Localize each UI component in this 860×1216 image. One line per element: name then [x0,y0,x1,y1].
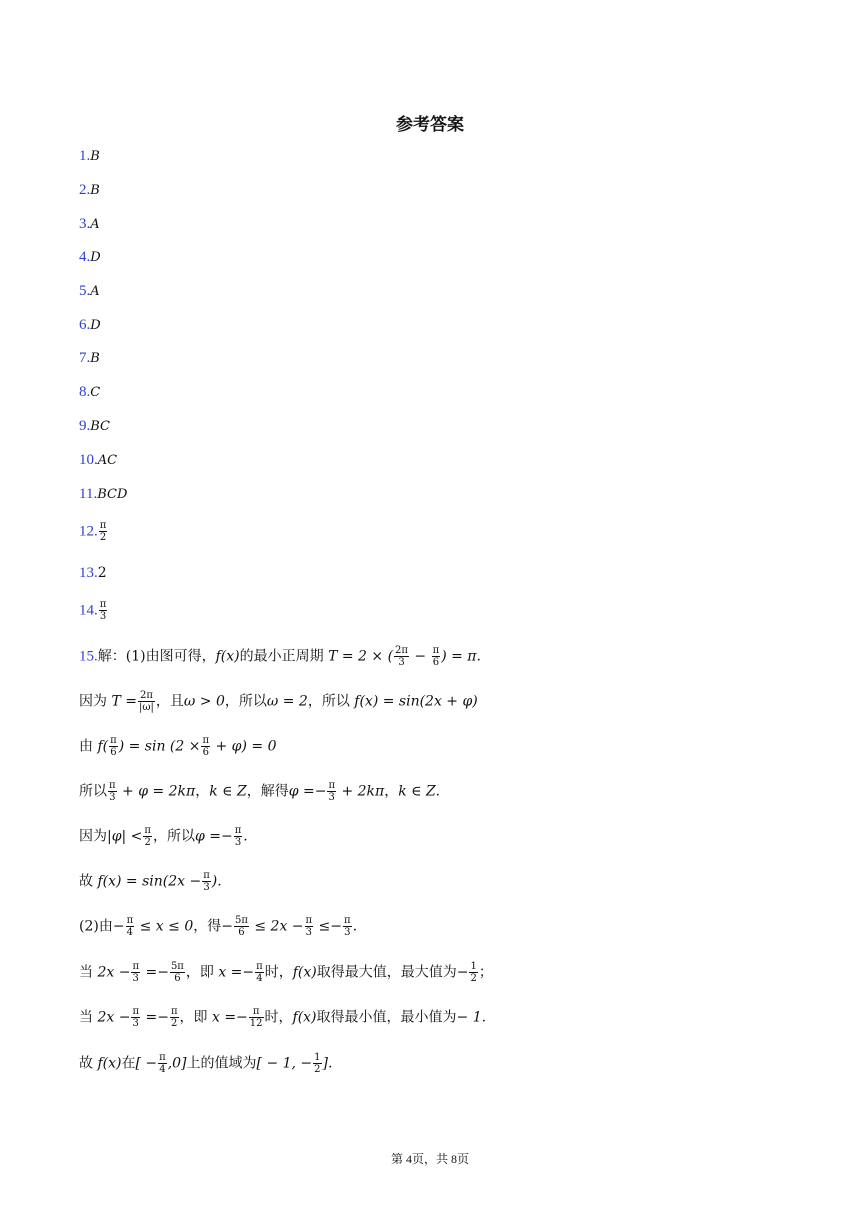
denominator: |ω| [138,702,154,713]
text: 当 [79,1009,98,1026]
math: φ =− [288,783,327,800]
numerator: π [132,1006,140,1017]
answer-line-4 [79,247,101,268]
question-number: 3. [79,216,91,232]
math: − [409,648,431,665]
math: f(x) [215,648,240,665]
math: f(x) = sin(2x − [97,873,202,890]
math: − 1. [456,1009,487,1026]
math: − [456,964,469,981]
fraction [234,825,243,848]
math: T = 2 × ( [328,648,394,665]
fraction [469,961,477,984]
denominator: 6 [238,927,245,938]
denominator: 3 [99,611,107,622]
answer-line-14 [79,599,108,622]
fraction [158,1052,167,1075]
denominator: 3 [132,1018,139,1029]
math: ≤ 2x − [249,918,304,935]
answer-line-10 [79,450,117,471]
math: ) = sin (2 × [118,738,201,755]
denominator: 6 [110,747,117,758]
solution-line-9 [79,1006,486,1029]
answer-value: D [90,318,101,333]
denominator: 6 [432,657,440,668]
math: f( [97,738,109,755]
text: 的最小正周期 [239,648,329,665]
math: x =− [218,964,255,981]
answer-value: 2 [97,565,107,581]
text: 解：(1)由图可得， [97,648,216,665]
math: . [243,828,248,845]
math: φ =− [195,828,233,845]
solution-line-5 [79,825,248,848]
solution-line-1 [79,645,481,668]
question-number: 5. [79,283,91,299]
denominator: 12 [249,1018,263,1029]
denominator: 3 [234,837,242,848]
fraction [202,870,211,893]
text: ； [478,964,493,981]
numerator: π [432,645,440,656]
numerator: 5π [234,915,248,926]
numerator: π [144,825,151,836]
fraction [131,1006,140,1029]
fraction [343,915,352,938]
numerator: π [256,961,263,972]
text: ，所以 [224,693,267,710]
text: 上的值域为 [186,1055,257,1072]
denominator: 3 [203,882,210,893]
math: 2x − [97,964,131,981]
numerator: π [132,961,140,972]
answer-value: BCD [97,487,128,502]
answer-line-1 [79,146,100,167]
math: ). [211,873,222,890]
math: k ∈ Z. [398,783,440,800]
text: 时， [264,964,293,981]
numerator: 1 [314,1052,321,1063]
text: 在 [121,1055,136,1072]
denominator: 2 [99,532,107,543]
answer-line-9 [79,416,110,437]
fraction [109,735,118,758]
text: 取得最大值，最大值为 [316,964,457,981]
numerator: π [249,1006,264,1018]
text: ， [384,783,399,800]
math: T = [111,693,137,710]
answer-value: A [90,217,100,232]
answer-value: B [90,351,100,366]
answer-line-2 [79,180,100,201]
math: − [221,918,233,935]
answer-value: B [90,149,100,164]
question-number: 1. [79,148,91,164]
denominator: 2 [314,1064,321,1075]
math: f(x) = sin(2x + φ) [354,693,478,710]
solution-line-4 [79,780,440,803]
numerator: 5π [170,961,184,972]
question-number: 11. [79,486,98,502]
text: 取得最小值，最小值为 [316,1009,457,1026]
fraction [255,961,264,984]
answer-value: B [90,183,100,198]
question-number: 4. [79,249,91,265]
denominator: 4 [126,927,134,938]
question-number: 12. [79,523,98,540]
solution-line-8 [79,961,493,984]
denominator: 3 [305,927,312,938]
fraction [305,915,314,938]
numerator: π [99,599,107,610]
denominator: 4 [159,1064,166,1075]
denominator: 3 [328,792,335,803]
question-number: 2. [79,182,91,198]
text: ，即 [185,964,219,981]
solution-line-3 [79,735,276,758]
answer-value: AC [97,453,118,468]
math: =− [141,1009,169,1026]
math: x =− [211,1009,248,1026]
question-number: 15. [79,648,98,665]
text: ，所以 [153,828,195,845]
question-number: 13. [79,565,98,581]
math: ,0] [167,1055,187,1072]
answer-line-12 [79,520,108,543]
denominator: 2 [144,837,151,848]
solution-line-2 [79,690,478,713]
math: [ − [135,1055,158,1072]
numerator: π [328,780,336,791]
math: + 2kπ [337,783,385,800]
math: + φ) = 0 [211,738,277,755]
answer-value: BC [90,419,110,434]
math: 2x − [97,1009,131,1026]
numerator: π [109,780,116,791]
math: ) = π. [441,648,481,665]
text: 所以 [79,783,107,800]
answer-line-13 [79,563,107,583]
fraction [327,780,336,803]
text: ，即 [179,1009,212,1026]
page-footer: 第 4页，共 8页 [390,1152,469,1166]
answer-value: D [90,250,101,265]
math: ≤− [314,918,343,935]
denominator: 6 [174,973,181,984]
numerator: π [99,520,107,531]
fraction [313,1052,321,1075]
numerator: π [203,870,210,881]
math: =− [141,964,169,981]
math: [ − 1, − [256,1055,313,1072]
denominator: 4 [256,973,263,984]
text: ，且 [155,693,184,710]
math: k ∈ Z [209,783,247,800]
text: 故 [79,873,98,890]
text: 时， [264,1009,293,1026]
fraction [131,961,140,984]
math: |φ| < [107,828,143,845]
text: ， [195,783,210,800]
text: ，解得 [246,783,289,800]
text: 故 [79,1055,98,1072]
numerator: π [344,915,351,926]
math: + φ = 2kπ [117,783,196,800]
math: f(x) [97,1055,122,1072]
fraction [249,1006,264,1029]
answer-fraction [99,599,108,622]
fraction [108,780,117,803]
fraction [432,645,441,668]
fraction [170,961,185,984]
denominator: 2 [470,973,477,984]
denominator: 3 [132,973,139,984]
math: ω = 2 [266,693,308,710]
numerator: π [170,1006,178,1017]
math: f(x) [292,1009,317,1026]
solution-line-6 [79,870,222,893]
numerator: 2π [395,645,408,656]
numerator: π [202,735,210,746]
answer-value: C [90,385,101,400]
numerator: π [305,915,313,926]
fraction [126,915,135,938]
text: 因为 [79,693,112,710]
denominator: 3 [109,792,116,803]
question-number: 6. [79,317,91,333]
numerator: π [234,825,242,836]
fraction [394,645,409,668]
denominator: 3 [344,927,351,938]
text: 因为 [79,828,107,845]
denominator: 3 [398,657,405,668]
answer-line-7 [79,348,100,369]
answer-line-3 [79,214,100,235]
question-number: 8. [79,384,91,400]
question-number: 10. [79,452,98,468]
fraction [234,915,249,938]
text: 由 [79,738,98,755]
fraction [170,1006,179,1029]
text: ，所以 [307,693,355,710]
fraction [143,825,152,848]
question-number: 14. [79,602,98,619]
math: . [352,918,358,935]
denominator: 2 [171,1018,178,1029]
page-title: 参考答案 [396,115,464,135]
fraction [201,735,210,758]
math: ≤ x ≤ 0 [135,918,194,935]
numerator: π [159,1052,166,1063]
text: 当 [79,964,98,981]
math: − [112,918,125,935]
answer-fraction [99,520,108,543]
answer-value: A [90,284,100,299]
answer-line-6 [79,315,101,336]
fraction [138,690,155,713]
question-number: 9. [79,418,91,434]
solution-line-7 [79,915,357,938]
numerator: 1 [470,961,477,972]
text: (2)由 [79,918,113,935]
text: ，得 [193,918,222,935]
numerator: 2π [139,690,153,701]
question-number: 7. [79,350,91,366]
numerator: π [110,735,117,746]
solution-line-10 [79,1052,332,1075]
answer-line-5 [79,281,100,302]
math: ]. [322,1055,333,1072]
math: ω > 0 [183,693,225,710]
denominator: 6 [202,747,209,758]
numerator: π [126,915,134,926]
math: f(x) [292,964,317,981]
answer-line-8 [79,382,100,403]
answer-line-11 [79,484,127,505]
